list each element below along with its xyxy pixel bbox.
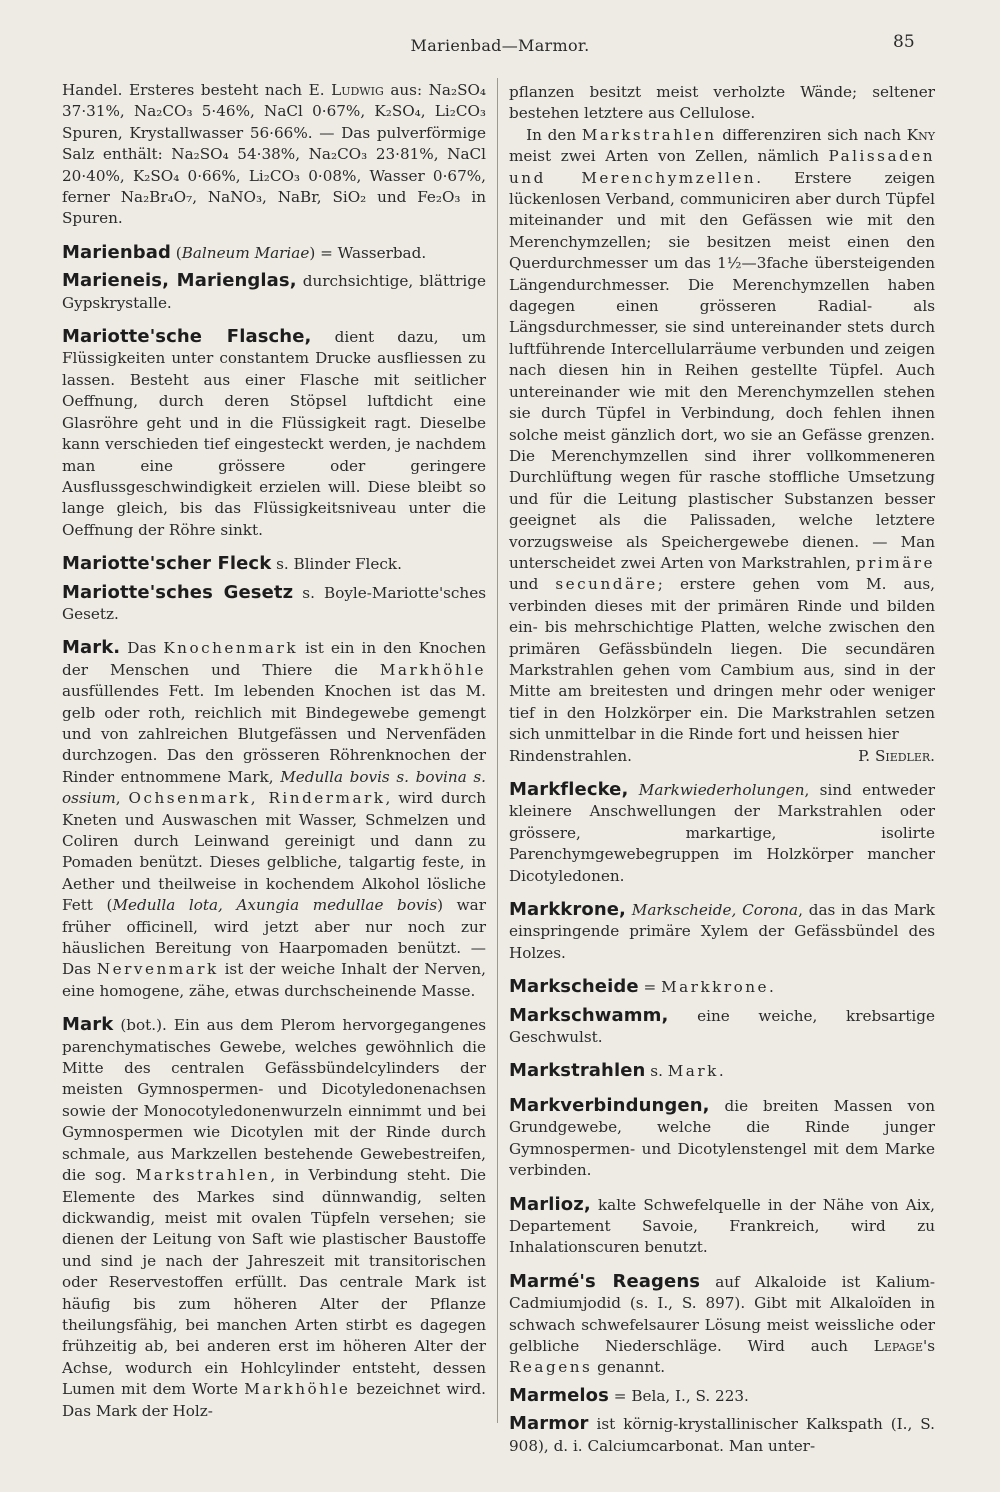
entry-handel-continuation: Handel. Ersteres besteht nach E. Ludwig aus: Na₂SO₄ 37·31%, Na₂CO₃ 5·46%, NaCl 0·67%, K₂SO₄, Li₂CO₃ Spuren, Krystallwasser 56·66%. — Das pulverförmige Salz enthält: Na₂SO₄ 54·38%, Na₂CO₃ 23·81%, NaCl 20·40%, K₂SO₄ 0·66%, Li₂CO₃ 0·08%, Wasser 0·67%, ferner Na₂Br₄O₇, NaNO₃, NaBr, SiO₂ und Fe₂O₃ in Spuren.: [62, 81, 487, 228]
entry-markflecke: Markflecke, Markwiederholungen, sind entweder kleinere Anschwellungen der Markstrahlen oder grössere, markartige, isolirte Parenchymgewebegruppen im Holzkörper mancher Dicotyledonen.: [509, 779, 935, 885]
entry-marienbad: Marienbad (Balneum Mariae) = Wasserbad.: [62, 241, 427, 263]
headword: Marmelos: [509, 1384, 609, 1406]
headword: Markverbindungen,: [509, 1094, 710, 1116]
paragraph-markstrahlen: In den Markstrahlen differenziren sich nach Kny meist zwei Arten von Zellen, nämlich Palissaden und Merenchymzellen. Erstere zeigen lückenlosen Verband, communiciren aber durch Tüpfel miteinander und mit den Gefässen wie mit den Merenchymzellen; sie besitzen meist einen den Querdurchmesser um das 1½—3fache übersteigenden Längendurchmesser. Die Merenchymzellen haben dagegen einen grösseren Radial- als Längsdurchmesser, sie sind untereinander stets durch luftführende Intercellularräume verbunden und zeigen nach diesen hin in Reihen gestellte Tüpfel. Auch untereinander wie mit den Merenchymzellen stehen sie durch Tüpfel in Verbindung, doch fehlen ihnen solche meist gänzlich dort, wo sie an Gefässe grenzen. Die Merenchymzellen sind ihrer vollkommeneren Durchlüftung wegen für rasche stoffliche Umsetzung und für die Leitung plastischer Substanzen besser geeignet als die Palissaden, welche letztere vorzugsweise als Speichergewebe dienen. — Man unterscheidet zwei Arten von Markstrahlen, primäre und secundäre; erstere gehen vom M. aus, verbinden dieses mit der primären Rinde und bilden ein- bis mehrschichtige Platten, welche zwischen den primären Gefässbündeln liegen. Die secundären Markstrahlen gehen vom Cambium aus, sind in der Mitte am breitesten und dringen mehr oder weniger tief in den Holzkörper ein. Die Markstrahlen setzen sich unmittelbar in die Rinde fort und heissen hier: [509, 125, 935, 744]
headword: Markstrahlen: [509, 1060, 646, 1082]
entry-markverbindungen: Markverbindungen, die breiten Massen von Grundgewebe, welche die Rinde junger Gymnospermen- und Dicotylenstengel mit dem Marke verbinden.: [509, 1094, 935, 1180]
author-name: Ludwig: [331, 81, 384, 99]
headword: Marlioz,: [509, 1193, 591, 1215]
right-column: [509, 82, 935, 1457]
headword: Mariotte'sches Gesetz: [62, 581, 294, 603]
author-name: Kny: [906, 125, 935, 144]
entry-mark: Mark. Das Knochenmark ist ein in den Knochen der Menschen und Thiere die Markhöhle ausfüllendes Fett. Im lebenden Knochen ist das M. gelb oder roth, reichlich mit Bindegewebe gemengt und von zahlreichen Blutgefässen und Nervenfäden durchzogen. Das den grösseren Röhrenknochen der Rinder entnommene Mark, Medulla bovis s. bovina s. ossium, Ochsenmark, Rindermark, wird durch Kneten und Auswaschen mit Wasser, Schmelzen und Coliren durch Leinwand gereinigt und dann zu Pomaden benützt. Dieses gelbliche, talgartig feste, in Aether und theilweise in kochendem Alkohol lösliche Fett (Medulla lota, Axungia medullae bovis) war früher officinell, wird jetzt aber nur noch zur häuslichen Bereitung von Haarpomaden benützt. — Das Nervenmark ist der weiche Inhalt der Nerven, eine homogene, zähe, etwas durchscheinende Masse.: [62, 637, 487, 1000]
running-title: Marienbad—Marmor.: [410, 36, 590, 55]
page-header: [0, 32, 1000, 58]
headword: Marieneis, Marienglas,: [62, 270, 297, 292]
entry-mark-bot-continuation: pflanzen besitzt meist verholzte Wände; seltener bestehen letztere aus Cellulose.: [509, 83, 935, 123]
headword: Marmé's Reagens: [509, 1270, 701, 1292]
entry-mark-bot: Mark (bot.). Ein aus dem Plerom hervorgegangenes parenchymatisches Gewebe, welches gewöhnlich die Mitte des centralen Gefässbündelcylinders der meisten Gymnospermen- und Dicotyledonenachsen sowie der Monocotyledonenwurzeln einnimmt und bei Gymnospermen wie Dicotylen mit der Rinde durch schmale, aus Markzellen bestehende Gewebestreifen, die sog. Markstrahlen, in Verbindung steht. Die Elemente des Markes sind dünnwandig, selten dickwandig, meist mit ovalen Tüpfeln versehen; sie dienen der Leitung von Saft wie plastischer Baustoffe und sind je nach der Jahreszeit mit transitorischen oder Reservestoffen erfüllt. Das centrale Mark ist häufig bis zum höheren Alter der Pflanze theilungsfähig, bei manchen Arten stirbt es dagegen frühzeitig ab, bei anderen erst im höheren Alter der Achse, wodurch ein Hohlcylinder entsteht, dessen Lumen mit dem Worte Markhöhle bezeichnet wird. Das Mark der Holz-: [62, 1014, 486, 1420]
entry-markstrahlen: Markstrahlen s. Mark.: [509, 1060, 727, 1082]
headword: Mariotte'sche Flasche,: [62, 326, 312, 348]
entry-markkrone: Markkrone, Markscheide, Corona, das in das Mark einspringende primäre Xylem der Gefässbündel des Holzes.: [509, 899, 935, 962]
entry-marmor: Marmor ist körnig-krystallinischer Kalkspath (I., S. 908), d. i. Calciumcarbonat. Man unter-: [509, 1413, 935, 1455]
entry-marmelos: Marmelos = Bela, I., S. 223.: [509, 1384, 749, 1406]
headword: Markscheide: [509, 976, 639, 998]
headword: Mark: [62, 1014, 114, 1036]
entry-markscheide: Markscheide = Markkrone.: [509, 976, 777, 998]
headword: Mariotte'scher Fleck: [62, 553, 272, 575]
author-name: Lepage: [873, 1336, 924, 1355]
headword: Marienbad: [62, 241, 171, 263]
page-number: 85: [893, 32, 915, 52]
entry-marlioz: Marlioz, kalte Schwefelquelle in der Nähe von Aix, Departement Savoie, Frankreich, wird zu Inhalationscuren benutzt.: [509, 1193, 935, 1257]
entry-mariotte-fleck: Mariotte'scher Fleck s. Blinder Fleck.: [62, 553, 402, 575]
left-column: [62, 80, 486, 1422]
entry-marme-reagens: Marmé's Reagens auf Alkaloide ist Kalium-Cadmiumjodid (s. I., S. 897). Gibt mit Alkaloïden in schwach schwefelsaurer Lösung meist weissliche oder gelbliche Niederschläge. Wird auch Lepage's Reagens genannt.: [509, 1270, 935, 1377]
entry-mariotte-gesetz: Mariotte'sches Gesetz s. Boyle-Mariotte'sches Gesetz.: [62, 581, 486, 623]
entry-markschwamm: Markschwamm, eine weiche, krebsartige Geschwulst.: [509, 1004, 935, 1047]
headword: Mark.: [62, 637, 121, 659]
entry-marieneis: Marieneis, Marienglas, durchsichtige, blättrige Gypskrystalle.: [62, 270, 487, 312]
headword: Markflecke,: [509, 779, 629, 800]
headword: Marmor: [509, 1413, 589, 1435]
column-divider: [497, 78, 498, 1423]
signature-line: Rindenstrahlen. P. Siedler.: [509, 746, 935, 765]
headword: Markschwamm,: [509, 1004, 669, 1026]
headword: Markkrone,: [509, 899, 626, 921]
author-signature: P. Siedler.: [858, 746, 935, 765]
entry-mariotte-flasche: Mariotte'sche Flasche, dient dazu, um Flüssigkeiten unter constantem Drucke ausfliessen zu lassen. Besteht aus einer Flasche mit seitlicher Oeffnung, durch deren Stöpsel luftdicht eine Glasröhre geht und in die Flüssigkeit ragt. Dieselbe kann verschieden tief eingesteckt werden, je nachdem man eine grössere oder geringere Ausflussgeschwindigkeit erzielen will. Diese bleibt so lange gleich, bis das Flüssigkeitsniveau unter die Oeffnung der Röhre sinkt.: [62, 326, 486, 539]
